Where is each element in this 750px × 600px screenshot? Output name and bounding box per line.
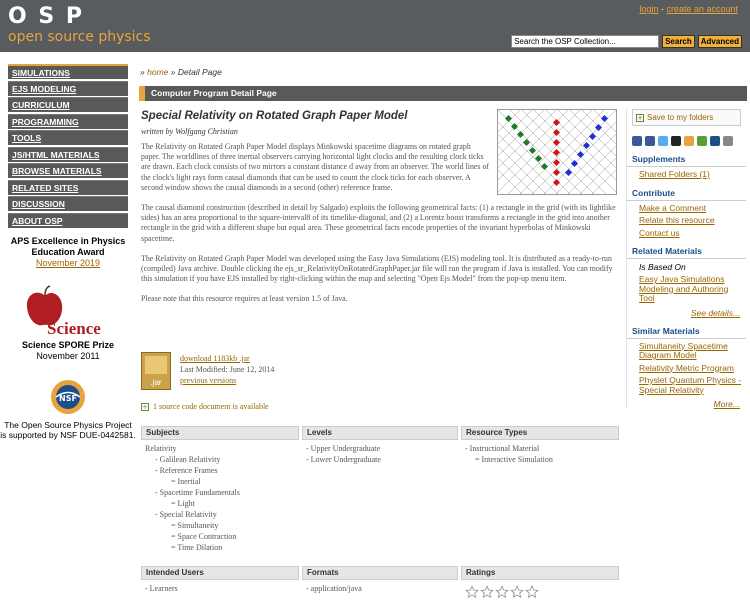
- create-account-link[interactable]: create an account: [666, 4, 738, 14]
- nav-item-browse-materials[interactable]: BROWSE MATERIALS: [8, 163, 128, 178]
- formats-header: Formats: [302, 566, 458, 580]
- search-bar: [511, 35, 742, 48]
- nav-item-related-sites[interactable]: RELATED SITES: [8, 180, 128, 195]
- source-code-label: 1 source code document is available: [153, 402, 269, 411]
- subject-item: = Time Dilation: [171, 543, 223, 552]
- advanced-search-button[interactable]: Advanced: [698, 35, 742, 48]
- shared-folders-link[interactable]: Shared Folders (1): [639, 169, 710, 179]
- science-prize-title: Science SPORE Prize: [21, 340, 115, 350]
- intended-users-header: Intended Users: [141, 566, 299, 580]
- nav-item-simulations[interactable]: SIMULATIONS: [8, 64, 128, 79]
- star-icon[interactable]: [495, 585, 509, 599]
- ratings-table: [461, 566, 619, 600]
- more-similar-link[interactable]: More...: [713, 399, 740, 409]
- subjects-table: [141, 426, 299, 556]
- science-logo[interactable]: [0, 285, 136, 340]
- share-icon[interactable]: [697, 136, 707, 146]
- subject-item: = Space Contraction: [171, 532, 237, 541]
- resource-type-item: = Interactive Simulation: [475, 455, 553, 464]
- nav-item-tools[interactable]: TOOLS: [8, 130, 128, 145]
- resource-type-item: - Instructional Material: [465, 444, 540, 453]
- resource-types-table: [461, 426, 619, 468]
- star-icon[interactable]: [480, 585, 494, 599]
- intended-user-item: - Learners: [145, 584, 178, 593]
- share-icon[interactable]: [632, 136, 642, 146]
- subject-item: = Simultaneity: [171, 521, 219, 530]
- contact-us-link[interactable]: Contact us: [639, 227, 680, 238]
- breadcrumb-separator: »: [170, 67, 176, 77]
- star-icon[interactable]: [510, 585, 524, 599]
- source-code-toggle[interactable]: [141, 402, 269, 411]
- jar-file-ext: .jar: [150, 378, 162, 387]
- is-based-on-label: Is Based On: [639, 262, 686, 272]
- share-icon[interactable]: [710, 136, 720, 146]
- science-prize: [0, 285, 136, 362]
- star-icon[interactable]: [465, 585, 479, 599]
- subject-item: - Reference Frames: [155, 466, 218, 475]
- breadcrumb-home-link[interactable]: home: [147, 67, 169, 77]
- star-icon[interactable]: [525, 585, 539, 599]
- search-button[interactable]: Search: [662, 35, 695, 48]
- resource-types-header: Resource Types: [461, 426, 619, 440]
- add-icon: +: [637, 113, 643, 122]
- login-link[interactable]: login: [639, 4, 659, 14]
- nav-item-js-html-materials[interactable]: JS/HTML MATERIALS: [8, 147, 128, 162]
- description-paragraph: The causal diamond construction (described in detail by Salgado) exploits the following geometrical facts: (1) a rectangle in the grid (with its lightlike sides) has an area proportional to the square-interval8 of its timelike-diagonal, and (2) a Lorentz boost transforms a rectangle in the grid into another rectangle in the grid with a different shape but equal area. These geometrical facts encode properties of the invariant hyperbolas of Minkowski spacetime.: [141, 203, 616, 243]
- java-requirement-note: Please note that this resource requires at least version 1.5 of Java.: [141, 294, 348, 304]
- panel-title: Computer Program Detail Page: [139, 86, 747, 101]
- levels-header: Levels: [302, 426, 458, 440]
- previous-versions-link[interactable]: previous versions: [180, 376, 237, 385]
- osp-logo[interactable]: [8, 6, 151, 45]
- breadcrumb-current: Detail Page: [177, 67, 222, 77]
- nav-item-curriculum[interactable]: CURRICULUM: [8, 97, 128, 112]
- nsf-support-text: The Open Source Physics Project is supported by NSF DUE-0442581.: [0, 420, 136, 440]
- make-comment-link[interactable]: Make a Comment: [639, 202, 707, 213]
- subjects-header: Subjects: [141, 426, 299, 440]
- rating-stars[interactable]: [465, 585, 615, 599]
- related-material-link[interactable]: Easy Java Simulations Modeling and Authoring Tool: [639, 274, 729, 303]
- search-input[interactable]: [511, 35, 659, 48]
- science-prize-date: November 2011: [36, 351, 100, 361]
- nsf-support: [0, 378, 136, 440]
- share-icon[interactable]: [684, 136, 694, 146]
- supplements-header: Supplements: [627, 154, 746, 167]
- subject-item: = Light: [171, 499, 195, 508]
- share-icon[interactable]: [723, 136, 733, 146]
- main-nav: [8, 64, 128, 229]
- subject-item: - Galilean Relativity: [155, 455, 221, 464]
- logo-subtitle: open source physics: [8, 29, 151, 45]
- subject-item: = Inertial: [171, 477, 201, 486]
- nav-item-ejs-modeling[interactable]: EJS MODELING: [8, 81, 128, 96]
- see-details-link[interactable]: See details...: [690, 307, 740, 318]
- intended-users-table: [141, 566, 299, 597]
- description-paragraph: The Relativity on Rotated Graph Paper Model displays Minkowski spacetime diagrams on rotated graph paper. The worldlines of three inertial observers carrying horizontal light clocks and the resulting clock ticks are drawn. Each clock consists of two mirrors a constant distance d away from an observer. The world lines of the clock's light rays form causal diamonds that can be used to count the clock ticks for each observer. A second window shows the causal diamonds in a second (other) reference frame.: [141, 142, 490, 192]
- format-item: - application/java: [306, 584, 362, 593]
- nav-item-programming[interactable]: PROGRAMMING: [8, 114, 128, 129]
- nav-item-discussion[interactable]: DISCUSSION: [8, 196, 128, 211]
- subject-item: - Spacetime Fundamentals: [155, 488, 240, 497]
- nav-item-about-osp[interactable]: ABOUT OSP: [8, 213, 128, 228]
- similar-material-link[interactable]: Simultaneity Spacetime Diagram Model: [639, 340, 728, 360]
- last-modified: Last Modified: June 12, 2014: [180, 365, 275, 374]
- share-icon[interactable]: [658, 136, 668, 146]
- levels-table: [302, 426, 458, 468]
- share-icon[interactable]: [671, 136, 681, 146]
- subject-item: - Special Relativity: [155, 510, 217, 519]
- account-links: [639, 4, 738, 14]
- resource-author: written by Wolfgang Christian: [141, 127, 238, 136]
- right-sidebar: [626, 109, 746, 409]
- formats-table: [302, 566, 458, 597]
- download-details: [180, 353, 380, 386]
- aps-award: [0, 236, 136, 268]
- similar-material-link[interactable]: Physlet Quantum Physics - Special Relativity: [639, 375, 742, 395]
- logo-main: O S P: [8, 4, 84, 29]
- resource-thumbnail[interactable]: [497, 109, 617, 195]
- level-item: - Lower Undergraduate: [306, 455, 381, 464]
- ratings-header: Ratings: [461, 566, 619, 580]
- download-link[interactable]: download 1183kb .jar: [180, 354, 250, 363]
- jar-file-icon[interactable]: [141, 352, 171, 390]
- account-separator: -: [660, 4, 664, 14]
- description-paragraph: The Relativity on Rotated Graph Paper Model was developed using the Easy Java Simulations (EJS) modeling tool. It is distributed as a ready-to-run (compiled) Java archive. Double clicking the ejs_sr_RelativityOnRotatedGraphPaper.jar file will run the program if Java is installed. You can modify this simulation if you have EJS installed by right-clicking within the map and selecting "Open Ejs Model" from the pop-up menu item.: [141, 253, 613, 284]
- resource-title: Special Relativity on Rotated Graph Paper Model: [141, 110, 408, 122]
- share-icon[interactable]: [645, 136, 655, 146]
- similar-material-link[interactable]: Relativity Metric Program: [639, 362, 734, 373]
- relate-resource-link[interactable]: Relate this resource: [639, 215, 715, 225]
- save-to-folders-button[interactable]: [632, 109, 741, 126]
- expand-icon: +: [142, 402, 148, 411]
- breadcrumb-separator: »: [140, 67, 145, 77]
- site-header: [0, 0, 750, 52]
- nsf-logo-text: NSF: [59, 394, 77, 403]
- aps-award-date-link[interactable]: November 2019: [35, 258, 101, 268]
- science-logo-text: Science: [47, 319, 101, 338]
- nsf-logo[interactable]: [49, 378, 87, 416]
- save-to-folders-label: Save to my folders: [647, 113, 714, 122]
- similar-materials-header: Similar Materials: [627, 326, 746, 339]
- aps-award-title: APS Excellence in Physics Education Award: [10, 236, 126, 257]
- subject-item: Relativity: [145, 444, 177, 453]
- related-materials-header: Related Materials: [627, 246, 746, 259]
- contribute-header: Contribute: [627, 188, 746, 201]
- level-item: - Upper Undergraduate: [306, 444, 381, 453]
- share-icons: [632, 136, 741, 146]
- breadcrumb: [140, 67, 222, 77]
